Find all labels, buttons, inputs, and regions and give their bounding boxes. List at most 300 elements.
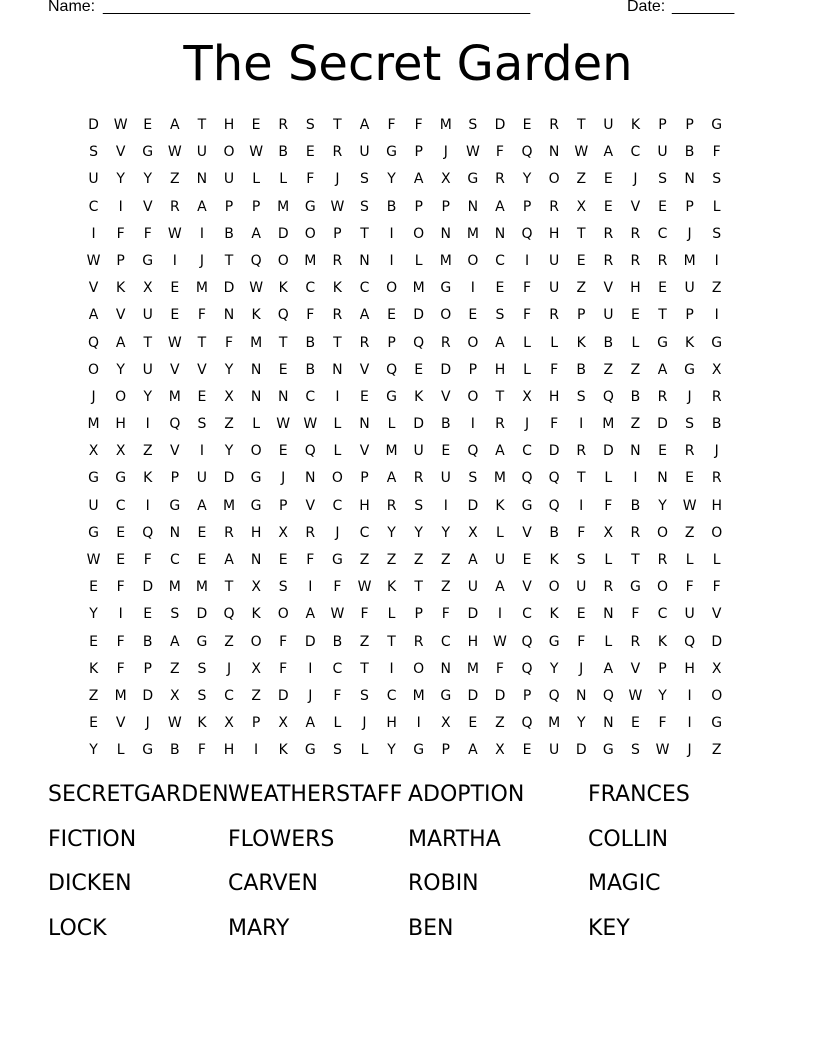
grid-letter: V — [142, 198, 153, 215]
grid-letter: Z — [359, 633, 370, 650]
grid-letter: K — [197, 715, 207, 732]
grid-row — [80, 112, 730, 139]
grid-letter: T — [387, 633, 396, 650]
word-bank-item: FRANCES — [588, 782, 690, 807]
grid-letter: F — [387, 117, 396, 133]
grid-letter: A — [305, 715, 316, 732]
grid-row — [80, 493, 730, 520]
grid-letter: S — [360, 198, 369, 215]
grid-letter: K — [386, 579, 397, 596]
grid-letter: G — [629, 579, 641, 596]
grid-letter: Q — [413, 334, 425, 351]
grid-letter: N — [196, 171, 208, 188]
grid-letter: G — [386, 144, 397, 161]
grid-letter: Z — [711, 742, 722, 759]
grid-letter: P — [441, 742, 450, 759]
grid-letter: U — [88, 171, 99, 188]
grid-letter: D — [413, 307, 425, 324]
grid-letter: F — [495, 660, 504, 677]
grid-letter: N — [467, 198, 479, 215]
grid-letter: L — [252, 416, 261, 433]
grid-letter: I — [443, 497, 448, 514]
grid-row — [80, 547, 730, 574]
grid-letter: K — [549, 606, 559, 623]
grid-letter: K — [278, 280, 288, 297]
grid-letter: X — [142, 280, 153, 297]
grid-letter: E — [603, 171, 613, 188]
grid-letter: I — [199, 443, 204, 460]
grid-letter: C — [522, 443, 532, 460]
grid-letter: O — [467, 252, 479, 269]
grid-letter: T — [333, 334, 342, 351]
grid-letter: D — [196, 606, 208, 623]
grid-letter: P — [116, 252, 125, 269]
grid-letter: E — [170, 307, 180, 324]
grid-letter: B — [630, 497, 641, 514]
grid-letter: X — [224, 715, 234, 732]
grid-letter: I — [172, 252, 177, 269]
grid-letter: J — [308, 687, 313, 704]
grid-letter: Z — [142, 443, 153, 460]
grid-letter: H — [630, 280, 641, 297]
grid-letter: F — [523, 307, 532, 324]
grid-letter: L — [252, 171, 261, 188]
grid-letter: K — [685, 334, 695, 351]
grid-letter: Y — [658, 687, 667, 704]
grid-letter: Q — [521, 633, 533, 650]
grid-letter: K — [278, 742, 288, 759]
grid-letter: Y — [576, 715, 586, 732]
grid-letter: R — [630, 633, 641, 650]
header — [48, 0, 748, 20]
grid-letter: C — [386, 687, 397, 704]
grid-letter: L — [116, 742, 125, 759]
grid-letter: V — [115, 144, 126, 161]
grid-letter: F — [441, 606, 450, 623]
grid-letter: I — [416, 715, 421, 732]
grid-letter: C — [657, 225, 668, 242]
grid-letter: W — [167, 225, 182, 242]
grid-letter: S — [630, 742, 640, 759]
grid-letter: W — [628, 687, 643, 704]
grid-letter: U — [440, 470, 451, 487]
grid-letter: E — [414, 361, 424, 378]
grid-letter: X — [170, 687, 180, 704]
grid-letter: E — [468, 715, 478, 732]
grid-letter: V — [305, 497, 316, 514]
grid-letter: I — [389, 660, 394, 677]
grid-letter: V — [630, 198, 641, 215]
grid-letter: M — [195, 280, 208, 297]
grid-letter: Z — [630, 361, 641, 378]
grid-letter: N — [169, 524, 181, 541]
grid-letter: K — [251, 606, 261, 623]
grid-row — [80, 710, 730, 737]
grid-letter: D — [575, 742, 587, 759]
grid-letter: G — [413, 742, 425, 759]
grid-letter: M — [168, 579, 181, 596]
grid-letter: N — [359, 252, 370, 269]
name-label: Name: — [48, 0, 96, 15]
word-bank-item: FLOWERS — [228, 826, 335, 852]
grid-letter: B — [603, 334, 614, 351]
grid-letter: B — [305, 334, 316, 351]
grid-letter: F — [495, 144, 504, 161]
word-bank-item: ROBIN — [408, 871, 479, 897]
grid-letter: R — [359, 334, 370, 351]
grid-letter: U — [684, 280, 695, 297]
grid-row — [80, 166, 730, 193]
grid-letter: G — [548, 633, 560, 650]
grid-letter: P — [387, 334, 396, 351]
grid-letter: F — [279, 660, 288, 677]
grid-letter: T — [495, 388, 505, 405]
grid-letter: T — [576, 470, 586, 487]
grid-letter: J — [524, 416, 530, 433]
grid-letter: I — [118, 606, 123, 623]
grid-letter: F — [604, 497, 613, 514]
grid-letter: U — [549, 280, 560, 297]
date-blank-line: _______ — [672, 0, 735, 15]
grid-letter: U — [549, 742, 560, 759]
grid-letter: P — [414, 606, 423, 623]
grid-letter: F — [306, 307, 315, 324]
grid-letter: S — [414, 497, 424, 514]
grid-letter: Y — [89, 606, 98, 623]
grid-letter: T — [360, 225, 369, 242]
grid-letter: X — [711, 361, 722, 378]
grid-letter: T — [360, 660, 369, 677]
grid-row — [80, 248, 730, 275]
grid-letter: H — [223, 742, 235, 759]
grid-letter: S — [576, 388, 586, 405]
grid-letter: J — [91, 388, 96, 405]
grid-letter: W — [303, 416, 318, 433]
grid-letter: S — [197, 660, 207, 677]
grid-letter: C — [495, 252, 505, 269]
grid-letter: Y — [522, 171, 532, 188]
grid-letter: P — [360, 470, 369, 487]
grid-letter: Z — [251, 687, 261, 704]
grid-letter: N — [548, 144, 560, 161]
grid-letter: G — [88, 470, 99, 487]
grid-letter: V — [522, 524, 532, 541]
grid-letter: Z — [684, 524, 695, 541]
grid-letter: I — [524, 252, 530, 269]
grid-letter: R — [657, 252, 668, 269]
grid-letter: I — [497, 606, 503, 623]
grid-letter: G — [169, 497, 181, 514]
grid-letter: E — [387, 307, 396, 324]
word-bank-item: FICTION — [48, 826, 137, 852]
grid-letter: J — [579, 660, 584, 677]
grid-letter: L — [333, 715, 342, 732]
grid-letter: V — [170, 361, 180, 378]
grid-letter: I — [714, 307, 719, 324]
grid-letter: E — [495, 280, 505, 297]
grid-letter: M — [385, 443, 398, 460]
grid-letter: W — [574, 144, 589, 161]
grid-letter: F — [116, 660, 125, 677]
grid-letter: Y — [549, 660, 559, 677]
grid-letter: S — [197, 687, 207, 704]
grid-row — [80, 302, 730, 329]
grid-letter: E — [522, 552, 532, 568]
grid-letter: F — [712, 144, 721, 161]
grid-letter: R — [603, 252, 614, 269]
grid-letter: J — [199, 252, 204, 269]
grid-letter: W — [493, 633, 507, 650]
grid-letter: G — [602, 742, 614, 759]
grid-letter: F — [333, 579, 342, 596]
grid-letter: L — [496, 524, 504, 541]
grid-letter: A — [115, 334, 126, 351]
grid-letter: E — [89, 633, 98, 650]
grid-letter: G — [331, 552, 343, 568]
grid-letter: H — [223, 117, 235, 133]
grid-letter: L — [360, 742, 369, 759]
grid-letter: Q — [223, 606, 235, 623]
grid-letter: U — [359, 144, 370, 161]
grid-letter: L — [414, 252, 423, 269]
grid-letter: E — [89, 579, 98, 596]
grid-letter: V — [630, 660, 641, 677]
grid-letter: R — [332, 252, 343, 269]
grid-letter: E — [630, 715, 640, 732]
grid-letter: F — [658, 715, 667, 732]
grid-letter: X — [278, 524, 288, 541]
grid-letter: R — [630, 225, 641, 242]
grid-letter: G — [440, 280, 452, 297]
grid-letter: T — [576, 225, 586, 242]
grid-letter: N — [250, 388, 262, 405]
grid-letter: G — [250, 470, 262, 487]
grid-letter: Y — [116, 361, 125, 378]
grid-letter: C — [115, 497, 126, 514]
grid-letter: Z — [88, 687, 99, 704]
grid-letter: V — [115, 715, 126, 732]
grid-row — [80, 438, 730, 465]
grid-letter: S — [685, 416, 695, 433]
grid-letter: X — [88, 443, 99, 460]
grid-letter: X — [278, 715, 288, 732]
grid-letter: N — [603, 606, 614, 623]
grid-letter: R — [440, 334, 451, 351]
grid-letter: J — [443, 144, 448, 161]
grid-letter: G — [142, 742, 154, 759]
grid-letter: F — [306, 552, 315, 568]
grid-letter: L — [550, 334, 559, 351]
grid-letter: R — [603, 225, 614, 242]
grid-letter: U — [467, 579, 478, 596]
grid-letter: R — [603, 579, 614, 596]
grid-letter: A — [603, 144, 614, 161]
grid-letter: C — [169, 552, 180, 568]
grid-letter: R — [549, 198, 559, 215]
grid-letter: D — [277, 687, 289, 704]
grid-letter: U — [603, 117, 614, 133]
grid-letter: J — [687, 225, 692, 242]
grid-letter: F — [197, 307, 206, 324]
grid-letter: F — [577, 633, 586, 650]
grid-letter: R — [549, 307, 559, 324]
grid-row — [80, 520, 730, 547]
grid-letter: M — [304, 252, 317, 269]
grid-letter: G — [657, 334, 668, 351]
grid-letter: H — [548, 388, 560, 405]
grid-letter: R — [576, 443, 587, 460]
grid-letter: F — [685, 579, 694, 596]
grid-letter: C — [657, 606, 668, 623]
grid-letter: Q — [521, 470, 533, 487]
grid-letter: G — [196, 633, 208, 650]
grid-letter: L — [387, 416, 396, 433]
grid-letter: O — [277, 252, 289, 269]
grid-letter: A — [468, 552, 478, 568]
grid-letter: I — [633, 470, 638, 487]
grid-letter: D — [88, 117, 99, 133]
grid-letter: O — [304, 225, 316, 242]
grid-letter: A — [197, 198, 207, 215]
grid-letter: A — [468, 742, 478, 759]
grid-letter: D — [223, 470, 235, 487]
grid-row — [80, 139, 730, 166]
grid-letter: F — [279, 633, 288, 650]
grid-letter: M — [683, 252, 696, 269]
grid-letter: D — [304, 633, 316, 650]
grid-letter: J — [335, 524, 340, 541]
grid-letter: G — [711, 117, 723, 133]
grid-letter: Y — [89, 742, 98, 759]
word-bank — [48, 778, 768, 957]
grid-letter: O — [711, 524, 723, 541]
grid-letter: K — [657, 633, 668, 650]
grid-letter: D — [413, 416, 425, 433]
grid-letter: Z — [576, 280, 587, 297]
grid-letter: L — [631, 334, 640, 351]
grid-letter: W — [86, 552, 101, 568]
grid-letter: V — [88, 280, 99, 297]
word-bank-item: MAGIC — [588, 871, 661, 897]
grid-letter: R — [413, 470, 424, 487]
grid-letter: N — [575, 687, 587, 704]
grid-letter: R — [169, 198, 180, 215]
grid-letter: M — [439, 117, 452, 133]
grid-letter: R — [495, 171, 505, 188]
grid-row — [80, 357, 730, 384]
grid-letter: U — [657, 144, 668, 161]
grid-letter: G — [440, 687, 452, 704]
grid-letter: S — [170, 606, 180, 623]
word-bank-item: MARY — [228, 916, 290, 942]
grid-letter: N — [250, 552, 262, 568]
grid-letter: G — [250, 497, 262, 514]
word-bank-item: COLLIN — [588, 826, 669, 852]
grid-row — [80, 330, 730, 357]
grid-letter: Q — [386, 361, 398, 378]
grid-letter: F — [306, 171, 315, 188]
grid-letter: X — [251, 579, 261, 596]
grid-letter: B — [386, 198, 397, 215]
grid-letter: Q — [602, 388, 614, 405]
grid-letter: D — [657, 416, 668, 433]
grid-row — [80, 656, 730, 683]
grid-letter: Q — [467, 443, 479, 460]
grid-letter: I — [118, 198, 123, 215]
grid-letter: D — [494, 687, 506, 704]
grid-letter: F — [333, 687, 342, 704]
grid-letter: W — [167, 334, 182, 351]
grid-letter: O — [711, 687, 723, 704]
grid-row — [80, 275, 730, 302]
grid-letter: R — [224, 524, 234, 541]
grid-letter: N — [305, 470, 316, 487]
grid-letter: Y — [143, 388, 153, 405]
grid-letter: A — [495, 579, 505, 596]
grid-letter: U — [413, 443, 424, 460]
grid-letter: E — [116, 524, 126, 541]
grid-letter: W — [682, 497, 697, 514]
grid-letter: E — [630, 307, 640, 324]
grid-letter: D — [494, 117, 506, 133]
grid-letter: X — [522, 388, 532, 405]
grid-letter: W — [113, 117, 128, 133]
grid-letter: J — [226, 660, 232, 677]
grid-letter: M — [168, 388, 181, 405]
grid-letter: K — [88, 660, 99, 677]
grid-letter: I — [579, 416, 584, 433]
grid-letter: L — [333, 416, 342, 433]
grid-letter: M — [114, 687, 127, 704]
grid-row — [80, 737, 730, 764]
word-bank-item: SECRETGARDEN — [48, 782, 229, 807]
grid-letter: M — [277, 198, 290, 215]
date-label: Date: — [627, 0, 666, 15]
grid-letter: E — [278, 361, 288, 378]
grid-letter: S — [712, 171, 722, 188]
grid-letter: N — [359, 416, 370, 433]
grid-letter: E — [143, 606, 153, 623]
grid-letter: B — [711, 416, 722, 433]
grid-letter: W — [465, 144, 480, 161]
grid-letter: Q — [169, 416, 181, 433]
grid-letter: J — [687, 388, 692, 405]
grid-letter: L — [604, 552, 613, 568]
grid-letter: O — [467, 388, 479, 405]
grid-letter: M — [87, 416, 100, 433]
grid-letter: Y — [414, 524, 423, 541]
grid-letter: H — [359, 497, 370, 514]
grid-row — [80, 384, 730, 411]
page-title: The Secret Garden — [183, 36, 633, 92]
grid-letter: P — [685, 117, 694, 133]
grid-letter: I — [199, 225, 204, 242]
grid-letter: W — [330, 606, 345, 623]
grid-letter: Z — [386, 552, 397, 568]
grid-letter: A — [170, 633, 180, 650]
grid-letter: S — [576, 552, 586, 568]
grid-letter: K — [414, 388, 424, 405]
grid-letter: B — [278, 144, 288, 161]
grid-letter: S — [332, 742, 342, 759]
grid-letter: Y — [387, 171, 396, 188]
grid-letter: E — [441, 443, 451, 460]
grid-letter: M — [412, 687, 425, 704]
grid-letter: K — [143, 470, 153, 487]
grid-letter: S — [468, 470, 478, 487]
grid-letter: V — [440, 388, 451, 405]
grid-letter: C — [332, 660, 343, 677]
